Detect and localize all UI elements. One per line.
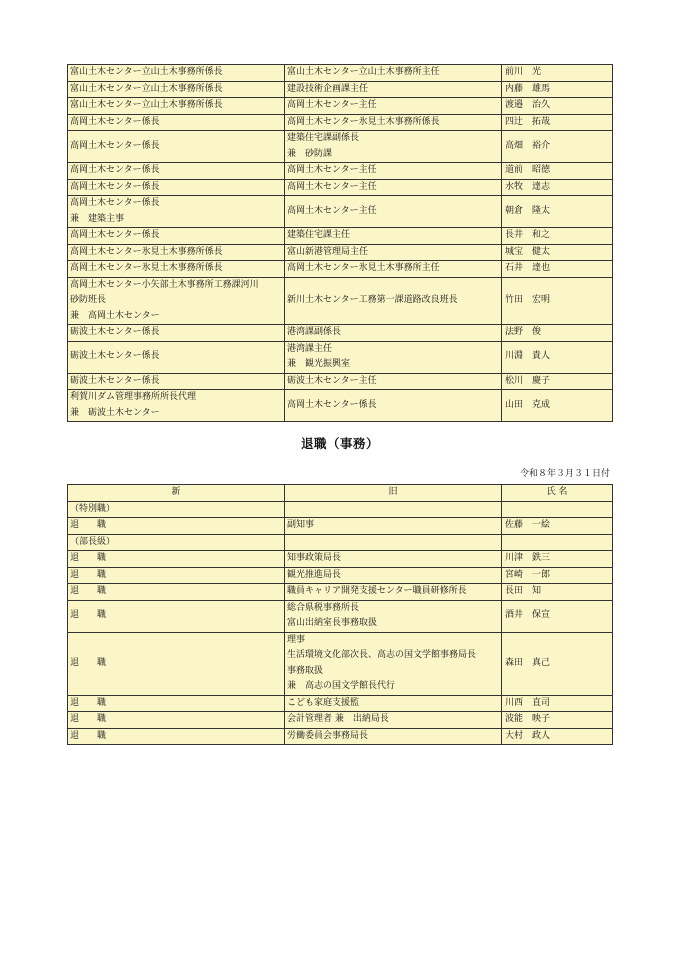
table-row [68,567,613,584]
name-cell: 法野 俊 [502,325,613,342]
name-cell: 川淵 貴人 [502,341,613,373]
new-position-line: 兼 砺波土木センター [70,407,160,418]
new-position-cell [68,196,285,228]
old-position-line: 高岡土木センター氷見土木事務所係長 [287,116,440,127]
old-position-cell [285,632,502,695]
new-position-cell [68,390,285,422]
table-row [68,534,613,551]
old-position-cell [285,277,502,325]
name-cell: 森田 真己 [502,632,613,695]
old-position-cell [285,712,502,729]
old-position-cell [285,65,502,82]
new-position-line: 高岡土木センター係長 [70,198,160,208]
new-position-cell [68,131,285,163]
table-row [68,695,613,712]
new-position-line: 退 職 [70,730,107,741]
new-position-line: 兼 建築主事 [70,213,125,224]
old-position-cell [285,244,502,261]
name-cell: 波能 映子 [502,712,613,729]
old-position-cell [285,600,502,632]
old-position-line: 新川土木センター工務第一課道路改良班長 [287,295,458,305]
new-position-cell [68,261,285,278]
old-position-line: 富山土木センター立山土木事務所主任 [287,67,440,77]
old-position-cell [285,534,502,551]
old-position-line: 港湾課副係長 [287,327,342,337]
old-position-line: 高岡土木センター主任 [287,181,377,192]
old-position-line: こども家庭支援監 [287,697,360,708]
table-row [68,632,613,695]
name-cell: 大村 政人 [502,728,613,745]
new-position-cell [68,98,285,115]
new-position-cell [68,277,285,325]
new-position-cell [68,244,285,261]
new-position-line: （特別職） [70,503,116,514]
old-position-line: 総合県税事務所長 [287,602,360,613]
new-position-line: （部長級） [70,536,116,547]
retirement-table [67,484,613,745]
new-position-line: 高岡土木センター氷見土木事務所係長 [70,246,223,257]
old-position-line: 高岡土木センター係長 [287,399,377,410]
new-position-line: 高岡土木センター係長 [70,140,160,151]
new-position-cell [68,163,285,180]
table-row [68,261,613,278]
new-position-line: 退 職 [70,553,107,563]
new-position-line: 高岡土木センター係長 [70,181,160,192]
table-row [68,228,613,245]
new-position-line: 砺波土木センター係長 [70,375,160,386]
new-position-cell [68,114,285,131]
name-cell: 前川 光 [502,65,613,82]
new-position-line: 退 職 [70,610,107,621]
name-cell: 石井 達也 [502,261,613,278]
name-cell [502,534,613,551]
old-position-cell [285,261,502,278]
old-position-line [287,502,499,518]
new-position-cell [68,728,285,745]
old-position-line: 職員キャリア開発支援センター職員研修所長 [287,586,467,596]
table-row [68,712,613,729]
table-row [68,179,613,196]
name-cell: 松川 慶子 [502,373,613,390]
table-row [68,277,613,325]
name-cell: 宮崎 一郎 [502,567,613,584]
name-cell: 長田 知 [502,584,613,601]
new-position-line: 高岡土木センター係長 [70,116,160,127]
new-position-line: 利賀川ダム管理事務所所長代理 [70,392,197,402]
personnel-table-body [68,65,613,422]
new-position-line: 兼 高岡土木センター [70,310,160,321]
old-position-line: 観光推進局長 [287,569,342,580]
table-row [68,244,613,261]
name-cell: 四辻 拓哉 [502,114,613,131]
old-position-line: 会計管理者 兼 出納局長 [287,714,389,724]
name-cell: 佐藤 一絵 [502,518,613,535]
new-position-line: 高岡土木センター係長 [70,230,160,240]
old-position-line: 事務取扱 [287,665,324,676]
header-old: 旧 [285,485,502,502]
old-position-cell [285,728,502,745]
old-position-line: 砺波土木センター主任 [287,375,377,386]
table-row [68,65,613,82]
table-row [68,196,613,228]
new-position-line: 退 職 [70,586,107,596]
old-position-line: 港湾課主任 [287,343,333,354]
new-position-cell [68,518,285,535]
new-position-line: 富山土木センター立山土木事務所係長 [70,83,223,94]
table-row [68,163,613,180]
table-row [68,81,613,98]
new-position-line: 富山土木センター立山土木事務所係長 [70,100,223,110]
section-title: 退職（事務） [300,436,379,451]
header-name: 氏 名 [502,485,613,502]
old-position-line: 建築住宅課副係長 [287,133,360,143]
new-position-cell [68,534,285,551]
old-position-cell [285,584,502,601]
table-row [68,584,613,601]
name-cell: 山田 克成 [502,390,613,422]
new-position-cell [68,551,285,568]
old-position-cell [285,131,502,163]
table-row [68,114,613,131]
table-row [68,325,613,342]
old-position-line: 建築住宅課主任 [287,230,351,240]
old-position-cell [285,81,502,98]
table-row [68,600,613,632]
old-position-line: 理事 [287,634,306,645]
new-position-cell [68,81,285,98]
old-position-cell [285,341,502,373]
new-position-cell [68,712,285,729]
old-position-cell [285,163,502,180]
old-position-line: 建設技術企画課主任 [287,83,369,94]
new-position-line: 砂防班長 [70,295,107,305]
old-position-cell [285,501,502,518]
personnel-table-continued [67,64,613,422]
new-position-cell [68,65,285,82]
old-position-cell [285,518,502,535]
old-position-cell [285,228,502,245]
header-row [68,485,613,502]
name-cell: 川西 直司 [502,695,613,712]
name-cell: 内藤 雄馬 [502,81,613,98]
old-position-line [287,535,499,551]
table-row [68,373,613,390]
name-cell: 高畑 裕介 [502,131,613,163]
name-cell: 酒井 保宣 [502,600,613,632]
name-cell: 川津 鉄三 [502,551,613,568]
table-row [68,341,613,373]
name-cell [502,501,613,518]
new-position-cell [68,373,285,390]
old-position-line: 富山出納室長事務取扱 [287,618,378,628]
new-position-cell [68,584,285,601]
name-cell: 朝倉 隆太 [502,196,613,228]
name-cell: 城宝 健太 [502,244,613,261]
new-position-cell [68,341,285,373]
new-position-line: 退 職 [70,714,107,724]
name-cell: 道前 昭徳 [502,163,613,180]
new-position-cell [68,228,285,245]
new-position-line: 高岡土木センター小矢部土木事務所工務課河川 [70,279,259,290]
new-position-line: 退 職 [70,697,107,708]
table-row [68,501,613,518]
new-position-cell [68,179,285,196]
table-row [68,728,613,745]
old-position-line: 高岡土木センター主任 [287,205,377,216]
old-position-line: 兼 高志の国文学館長代行 [287,681,396,691]
old-position-line: 高岡土木センター氷見土木事務所主任 [287,263,440,273]
old-position-line: 高岡土木センター主任 [287,165,377,175]
new-position-line: 退 職 [70,520,107,530]
effective-date: 令和８年３月３１日付 [519,469,610,479]
old-position-line: 富山新港管理局主任 [287,246,369,257]
old-position-cell [285,114,502,131]
old-position-cell [285,179,502,196]
new-position-line: 富山土木センター立山土木事務所係長 [70,67,223,77]
old-position-line: 知事政策局長 [287,553,342,563]
retirement-table-body [68,501,613,745]
new-position-cell [68,567,285,584]
table-row [68,518,613,535]
old-position-line: 生活環境文化部次長、高志の国文学館事務局長 [287,650,477,660]
old-position-cell [285,390,502,422]
name-cell: 長井 和之 [502,228,613,245]
new-position-line: 退 職 [70,657,107,668]
table-row [68,131,613,163]
name-cell: 竹田 宏明 [502,277,613,325]
new-position-line: 退 職 [70,569,107,580]
new-position-line: 砺波土木センター係長 [70,327,160,337]
table-row [68,98,613,115]
old-position-cell [285,567,502,584]
new-position-cell [68,501,285,518]
table-row [68,551,613,568]
new-position-cell [68,600,285,632]
old-position-line: 兼 観光振興室 [287,359,351,369]
old-position-cell [285,196,502,228]
table-row [68,390,613,422]
old-position-line: 労働委員会事務局長 [287,730,369,741]
header-new: 新 [68,485,285,502]
old-position-line: 兼 砂防課 [287,148,333,159]
new-position-line: 砺波土木センター係長 [70,351,160,362]
new-position-line: 高岡土木センター氷見土木事務所係長 [70,263,223,273]
new-position-cell [68,325,285,342]
name-cell: 渡邉 治久 [502,98,613,115]
old-position-cell [285,325,502,342]
old-position-cell [285,98,502,115]
old-position-cell [285,695,502,712]
name-cell: 水牧 達志 [502,179,613,196]
new-position-cell [68,632,285,695]
old-position-cell [285,373,502,390]
new-position-line: 高岡土木センター係長 [70,165,160,175]
new-position-cell [68,695,285,712]
old-position-line: 副知事 [287,520,315,530]
old-position-cell [285,551,502,568]
old-position-line: 高岡土木センター主任 [287,100,377,110]
